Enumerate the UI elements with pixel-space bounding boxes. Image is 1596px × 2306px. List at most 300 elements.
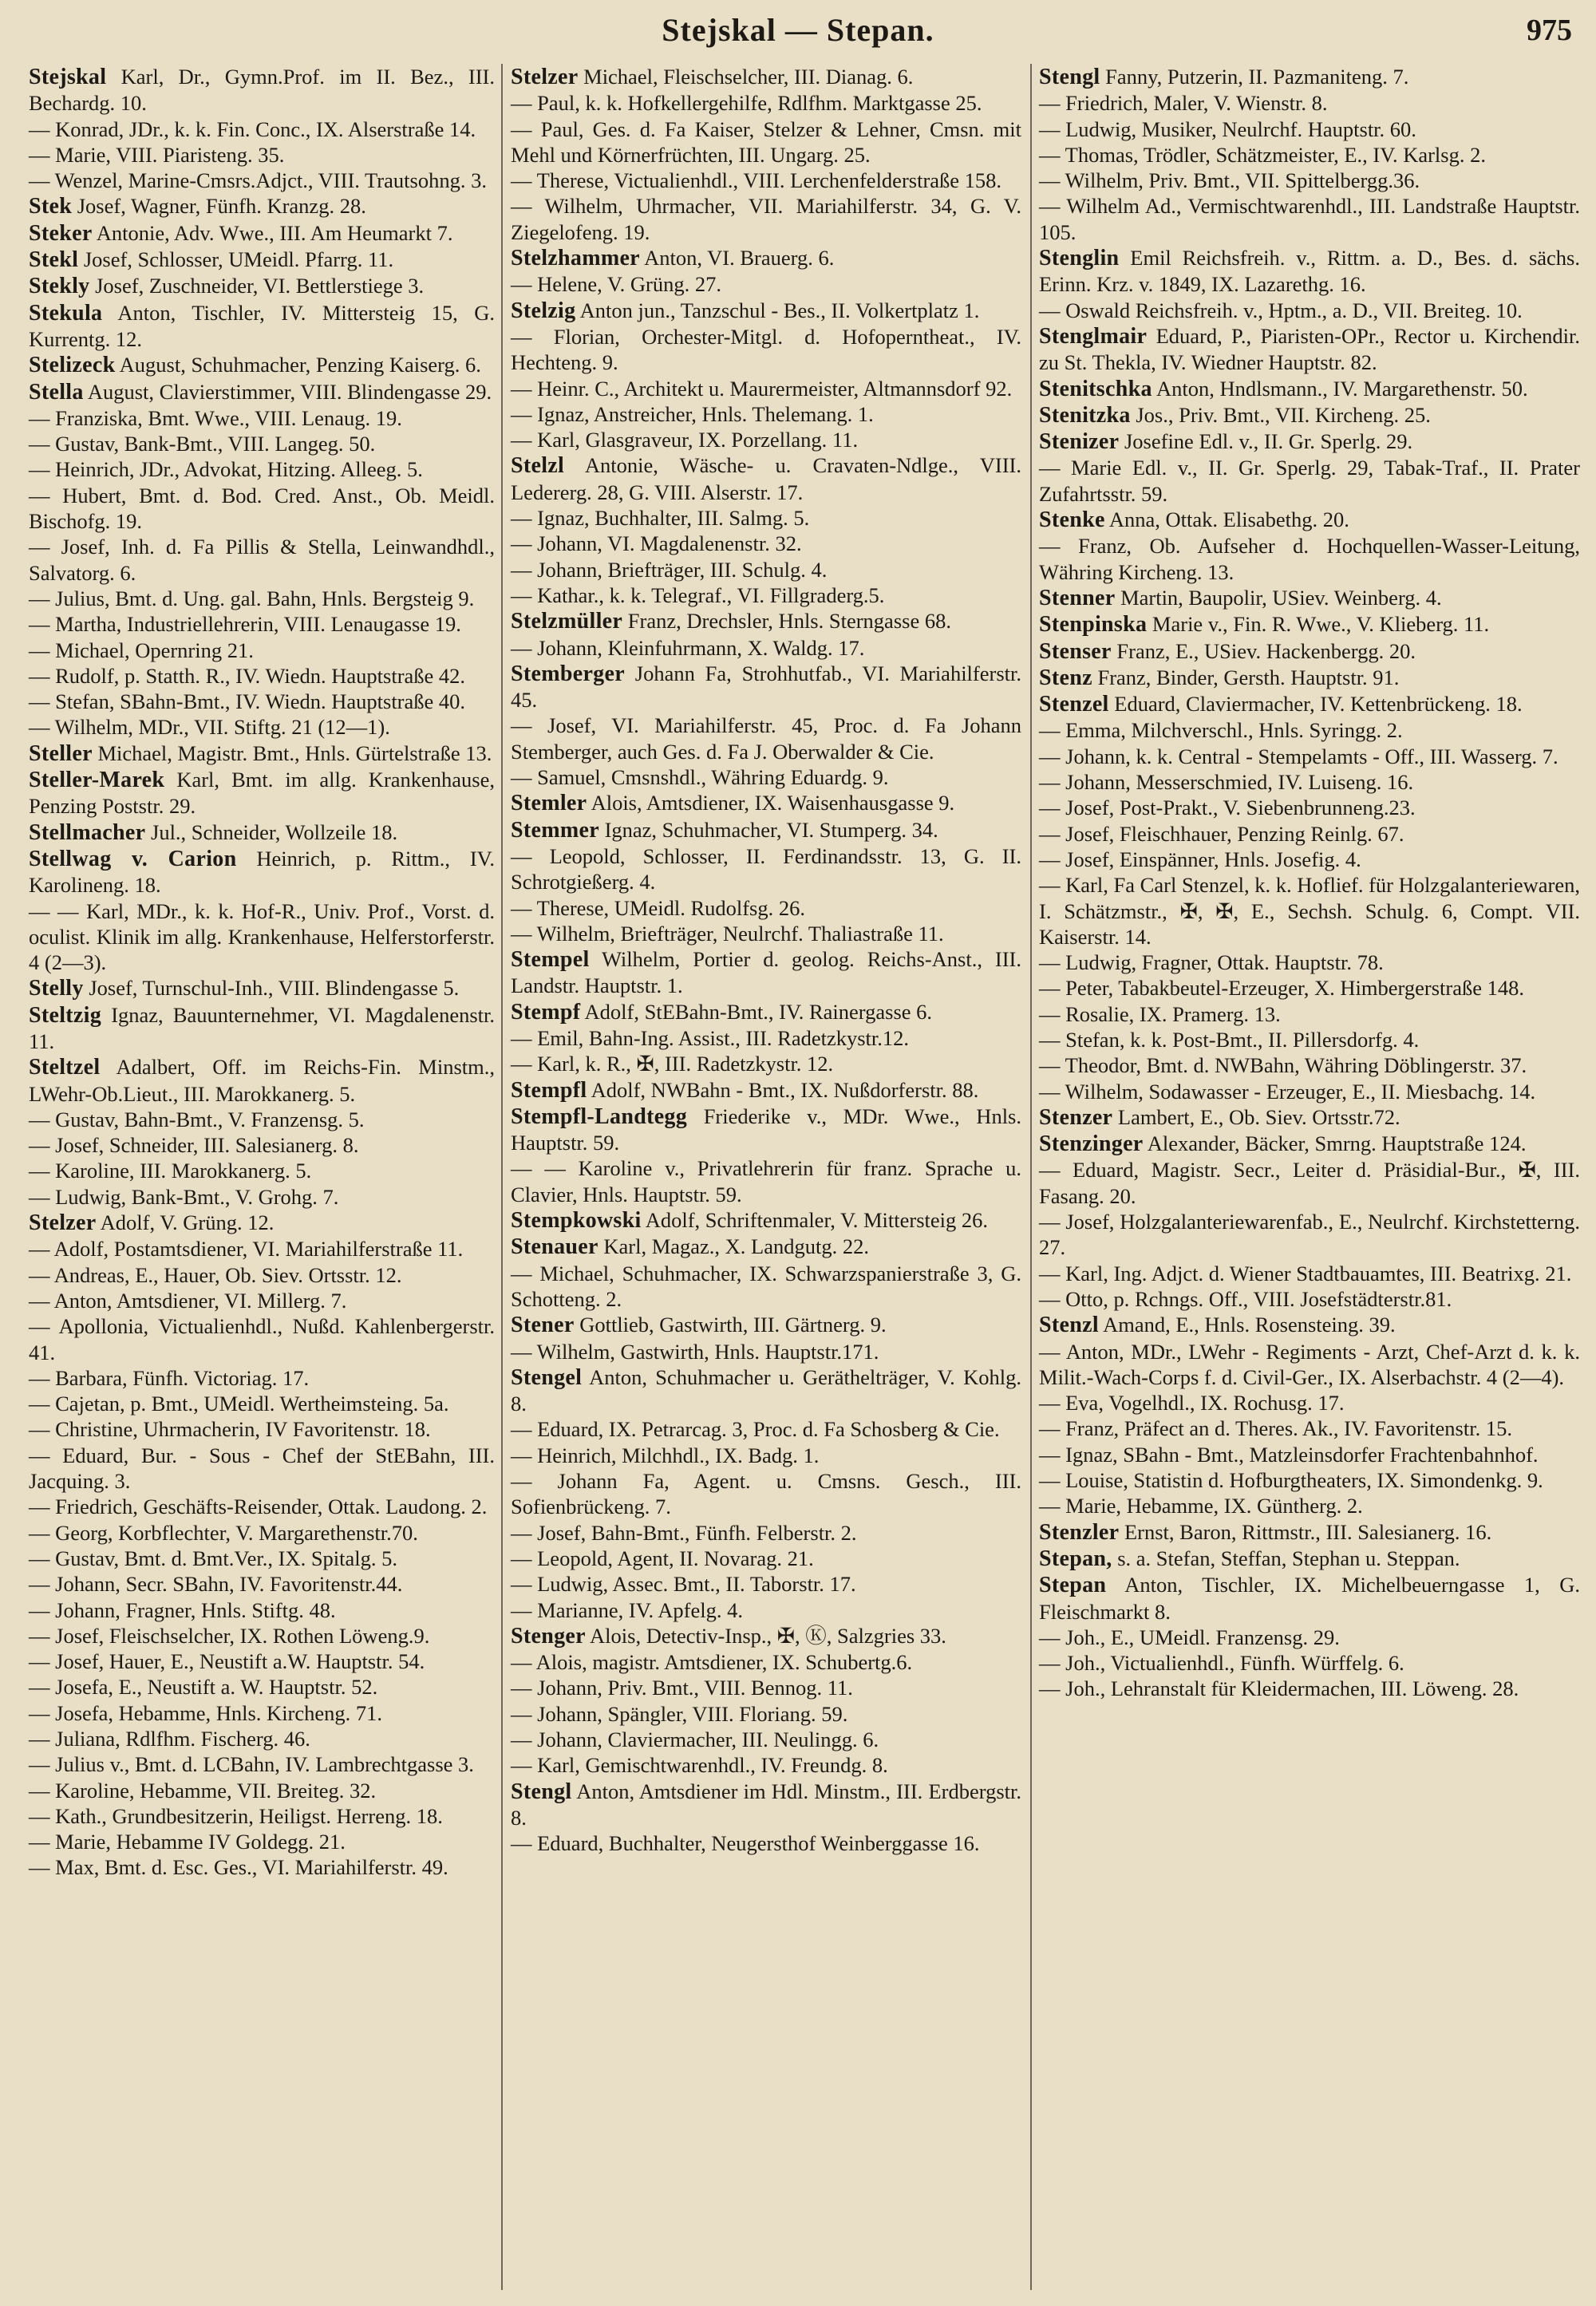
directory-entry	[29, 1210, 495, 1236]
entry-details: — Johann Fa, Agent. u. Cmsns. Gesch., III. Sofienbrückeng. 7.	[511, 1469, 1021, 1519]
entry-details: — Wilhelm, Gastwirth, Hnls. Hauptstr.171.	[511, 1339, 879, 1364]
entry-details: — Heinrich, JDr., Advokat, Hitzing. Alleeg. 5.	[29, 457, 423, 482]
entry-surname: Stelzer	[511, 65, 579, 89]
directory-entry	[29, 663, 495, 689]
entry-details: — Karoline, III. Marokkanerg. 5.	[29, 1159, 312, 1183]
directory-entry	[511, 817, 1021, 843]
entry-details: — Friedrich, Geschäfts-Reisender, Ottak. Laudong. 2.	[29, 1495, 488, 1519]
entry-details: — Wilhelm, Priv. Bmt., VII. Spittelbergg.36.	[1039, 168, 1420, 193]
directory-entry	[1039, 950, 1580, 975]
entry-details: Alois, Amtsdiener, IX. Waisenhausgasse 9.	[591, 791, 955, 815]
directory-entry	[511, 999, 1021, 1025]
directory-entry	[29, 483, 495, 535]
entry-details: — Adolf, Postamtsdiener, VI. Mariahilferstraße 11.	[29, 1237, 464, 1262]
directory-entry	[511, 1701, 1021, 1727]
directory-entry	[1039, 1339, 1580, 1391]
directory-entry	[1039, 533, 1580, 585]
directory-entry	[1039, 1079, 1580, 1104]
entry-surname: Stempfl-Landtegg	[511, 1104, 688, 1129]
entry-surname: Stenzler	[1039, 1519, 1120, 1545]
entry-surname: Stenzel	[1039, 692, 1109, 717]
directory-entry	[29, 1262, 495, 1288]
entry-details: — Eduard, Magistr. Secr., Leiter d. Präsidial-Bur., ✠, III. Fasang. 20.	[1039, 1158, 1580, 1208]
entry-surname: Stellwag v. Carion	[29, 846, 237, 871]
directory-entry	[511, 1025, 1021, 1051]
directory-entry	[1039, 611, 1580, 638]
directory-entry	[511, 168, 1021, 193]
directory-entry	[1039, 717, 1580, 743]
directory-entry	[29, 1443, 495, 1495]
directory-entry	[511, 843, 1021, 895]
directory-entry	[1039, 1650, 1580, 1676]
directory-entry	[1039, 507, 1580, 533]
directory-entry	[29, 431, 495, 456]
directory-entry	[511, 245, 1021, 271]
entry-surname: Stemmer	[511, 817, 599, 843]
directory-entry	[511, 921, 1021, 946]
entry-details: — Kath., Grundbesitzerin, Heiligst. Herreng. 18.	[29, 1803, 443, 1828]
entry-details: — Franz, Präfect an d. Theres. Ak., IV. Favoritenstr. 15.	[1039, 1416, 1512, 1441]
entry-details: — Friedrich, Maler, V. Wienstr. 8.	[1039, 91, 1328, 116]
directory-entry	[1039, 1209, 1580, 1261]
entry-details: Jos., Priv. Bmt., VII. Kircheng. 25.	[1136, 402, 1431, 427]
entry-details: — Ludwig, Assec. Bmt., II. Taborstr. 17.	[511, 1572, 856, 1597]
entry-details: — Karl, Fa Carl Stenzel, k. k. Hoflief. für Holzgalanteriewaren, I. Schätzmstr., ✠, ✠, E., Sechsh. Schulg. 6, Compt. VII. Kaiserstr. 14.	[1039, 873, 1580, 949]
entry-details: — Joh., E., UMeidl. Franzensg. 29.	[1039, 1625, 1340, 1649]
directory-entry	[511, 193, 1021, 245]
directory-entry	[511, 557, 1021, 582]
entry-details: — Ludwig, Bank-Bmt., V. Grohg. 7.	[29, 1184, 339, 1209]
entry-details: Josef, Schlosser, UMeidl. Pfarrg. 11.	[83, 247, 394, 272]
entry-details: Ignaz, Bauunternehmer, VI. Magdalenenstr. 11.	[29, 1002, 495, 1053]
entry-surname: Stekl	[29, 247, 79, 273]
entry-surname: Stenner	[1039, 585, 1116, 610]
directory-entry	[511, 271, 1021, 297]
entry-details: — Cajetan, p. Bmt., UMeidl. Wertheimsteing. 5a.	[29, 1392, 449, 1416]
entry-details: — Rudolf, p. Statth. R., IV. Wiedn. Hauptstraße 42.	[29, 663, 466, 688]
entry-surname: Stengel	[511, 1364, 583, 1390]
directory-entry	[1039, 1261, 1580, 1286]
directory-entry	[1039, 1312, 1580, 1338]
entry-surname: Stelizeck	[29, 353, 116, 378]
entry-surname: Stener	[511, 1313, 575, 1338]
entry-details: — Johann, Secr. SBahn, IV. Favoritenstr.44.	[29, 1572, 403, 1597]
entry-details: — Samuel, Cmsnshdl., Währing Eduardg. 9.	[511, 765, 889, 790]
entry-surname: Steller-Marek	[29, 768, 165, 793]
entry-details: — Josef, VI. Mariahilferstr. 45, Proc. d. Fa Johann Stemberger, auch Ges. d. Fa J. Oberwalder & Cie.	[511, 713, 1021, 764]
entry-surname: Stella	[29, 379, 84, 405]
entry-details: — Theodor, Bmt. d. NWBahn, Währing Döblingerstr. 37.	[1039, 1053, 1527, 1078]
entry-details: — Eva, Vogelhdl., IX. Rochusg. 17.	[1039, 1391, 1345, 1416]
entry-details: Adolf, StEBahn-Bmt., IV. Rainergasse 6.	[584, 999, 933, 1024]
entry-surname: Stenger	[511, 1623, 586, 1649]
directory-entry	[29, 142, 495, 168]
entry-details: — Johann, Messerschmied, IV. Luiseng. 16.	[1039, 770, 1414, 795]
directory-entry	[29, 300, 495, 353]
entry-details: — Josefa, Hebamme, Hnls. Kircheng. 71.	[29, 1700, 383, 1725]
entry-details: — Josefa, E., Neustift a. W. Hauptstr. 52.	[29, 1675, 378, 1700]
entry-details: Josef, Wagner, Fünfh. Kranzg. 28.	[77, 194, 366, 219]
entry-details: Eduard, Claviermacher, IV. Kettenbrückeng. 18.	[1114, 692, 1523, 717]
entry-surname: Stellmacher	[29, 819, 146, 845]
entry-details: — Max, Bmt. d. Esc. Ges., VI. Mariahilferstr. 49.	[29, 1855, 448, 1880]
entry-surname: Stenauer	[511, 1234, 598, 1260]
entry-surname: Stepan,	[1039, 1546, 1112, 1571]
entry-details: — Johann, Priv. Bmt., VIII. Bennog. 11.	[511, 1676, 853, 1700]
directory-entry	[1039, 1416, 1580, 1441]
directory-entry	[1039, 142, 1580, 168]
directory-entry	[1039, 376, 1580, 402]
entry-details: Antonie, Adv. Wwe., III. Am Heumarkt 7.	[96, 220, 453, 245]
entry-details: — Johann, Fragner, Hnls. Stiftg. 48.	[29, 1597, 336, 1622]
entry-details: Amand, E., Hnls. Rosensteing. 39.	[1103, 1313, 1396, 1337]
directory-entry	[29, 116, 495, 142]
directory-entry	[1039, 298, 1580, 323]
entry-details: Josefine Edl. v., II. Gr. Sperlg. 29.	[1124, 429, 1413, 454]
directory-entry	[29, 168, 495, 193]
entry-details: — Josef, Post-Prakt., V. Siebenbrunneng.23.	[1039, 796, 1416, 820]
entry-details: — Stefan, SBahn-Bmt., IV. Wiedn. Hauptstraße 40.	[29, 689, 466, 714]
directory-entry	[511, 505, 1021, 531]
column-divider	[501, 64, 503, 2290]
directory-entry	[29, 405, 495, 431]
directory-entry	[29, 1623, 495, 1649]
entry-details: — Josef, Fleischselcher, IX. Rothen Löweng.9.	[29, 1623, 430, 1648]
directory-entry	[511, 1261, 1021, 1313]
entry-details: — Eduard, IX. Petrarcag. 3, Proc. d. Fa Schosberg & Cie.	[511, 1417, 1000, 1442]
directory-entry	[29, 1700, 495, 1726]
entry-details: — Hubert, Bmt. d. Bod. Cred. Anst., Ob. Meidl. Bischofg. 19.	[29, 483, 495, 534]
entry-surname: Stempkowski	[511, 1208, 642, 1234]
entry-surname: Stengl	[1039, 65, 1100, 89]
directory-entry	[1039, 638, 1580, 665]
directory-entry	[511, 1779, 1021, 1831]
entry-details: — Karl, Ing. Adjct. d. Wiener Stadtbauamtes, III. Beatrixg. 21.	[1039, 1261, 1572, 1285]
directory-entry	[1039, 168, 1580, 193]
entry-details: — Josef, Inh. d. Fa Pillis & Stella, Leinwandhdl., Salvatorg. 6.	[29, 535, 495, 585]
entry-details: — Paul, k. k. Hofkellergehilfe, Rdlfhm. Marktgasse 25.	[511, 91, 982, 116]
entry-details: — Johann, Kleinfuhrmann, X. Waldg. 17.	[511, 635, 865, 660]
directory-entry	[1039, 872, 1580, 950]
entry-details: Adolf, V. Grüng. 12.	[100, 1210, 275, 1235]
entry-details: — Martha, Industriellehrerin, VIII. Lenaugasse 19.	[29, 612, 461, 637]
directory-entry	[1039, 1001, 1580, 1027]
directory-entry	[29, 1158, 495, 1183]
directory-entry	[29, 379, 495, 405]
directory-entry	[511, 1416, 1021, 1442]
directory-entry	[1039, 769, 1580, 795]
entry-details: — Wilhelm Ad., Vermischtwarenhdl., III. Landstraße Hauptstr. 105.	[1039, 194, 1580, 244]
entry-details: Alexander, Bäcker, Smrng. Hauptstraße 124.	[1147, 1131, 1527, 1156]
directory-entry	[511, 1155, 1021, 1207]
column-divider	[1030, 64, 1032, 2290]
entry-details: — — Karoline v., Privatlehrerin für franz. Sprache u. Clavier, Hnls. Hauptstr. 59.	[511, 1156, 1021, 1206]
entry-details: Friederike v., MDr. Wwe., Hnls. Hauptstr. 59.	[511, 1104, 1021, 1155]
directory-entry	[1039, 245, 1580, 298]
directory-entry	[511, 1077, 1021, 1104]
directory-entry	[511, 608, 1021, 634]
directory-entry	[1039, 1625, 1580, 1650]
entry-details: — Josef, Holzgalanteriewarenfab., E., Neulrchf. Kirchstetterng. 27.	[1039, 1210, 1580, 1260]
entry-details: Michael, Fleischselcher, III. Dianag. 6.	[583, 65, 914, 89]
directory-column-2	[511, 64, 1021, 1856]
directory-entry	[1039, 847, 1580, 872]
entry-details: Anton, Tischler, IX. Michelbeuerngasse 1, G. Fleischmarkt 8.	[1039, 1573, 1580, 1624]
directory-entry	[29, 1107, 495, 1132]
directory-entry	[511, 401, 1021, 427]
directory-entry	[511, 713, 1021, 764]
entry-details: — Karl, Gemischtwarenhdl., IV. Freundg. 8.	[511, 1753, 888, 1778]
directory-entry	[511, 895, 1021, 921]
directory-entry	[511, 1649, 1021, 1675]
directory-entry	[511, 635, 1021, 661]
directory-entry	[511, 1364, 1021, 1417]
directory-entry	[29, 1494, 495, 1519]
directory-entry	[1039, 64, 1580, 90]
directory-entry	[511, 946, 1021, 999]
directory-entry	[1039, 1546, 1580, 1572]
directory-entry	[511, 1546, 1021, 1571]
entry-details: August, Schuhmacher, Penzing Kaiserg. 6.	[119, 353, 481, 377]
entry-details: — Helene, V. Grüng. 27.	[511, 272, 721, 297]
directory-entry	[29, 1288, 495, 1313]
entry-details: Anton jun., Tanzschul - Bes., II. Volkertplatz 1.	[579, 298, 980, 322]
entry-surname: Stekula	[29, 300, 103, 326]
entry-details: — Gustav, Bank-Bmt., VIII. Langeg. 50.	[29, 432, 376, 456]
directory-entry	[29, 534, 495, 586]
entry-details: Anton, Amtsdiener im Hdl. Minstm., III. Erdbergstr. 8.	[511, 1779, 1021, 1830]
directory-entry	[29, 1054, 495, 1107]
directory-column-1	[29, 64, 495, 1881]
entry-details: Heinrich, p. Rittm., IV. Karolineng. 18.	[29, 846, 496, 898]
directory-entry	[1039, 323, 1580, 376]
entry-details: — Julius, Bmt. d. Ung. gal. Bahn, Hnls. Bergsteig 9.	[29, 586, 475, 610]
entry-details: — Leopold, Schlosser, II. Ferdinandsstr. 13, G. II. Schrotgießerg. 4.	[511, 843, 1021, 894]
entry-details: Johann Fa, Strohhutfab., VI. Mariahilferstr. 45.	[511, 661, 1021, 713]
entry-details: — Gustav, Bmt. d. Bmt.Ver., IX. Spitalg. 5.	[29, 1546, 398, 1570]
directory-entry	[1039, 1493, 1580, 1518]
entry-details: — — Karl, MDr., k. k. Hof-R., Univ. Prof., Vorst. d. oculist. Klinik im allg. Krankenhause, Helferstorferstr. 4 (2—3).	[29, 898, 495, 975]
entry-details: — Franz, Ob. Aufseher d. Hochquellen-Wasser-Leitung, Währing Kircheng. 13.	[1039, 534, 1580, 584]
directory-entry	[29, 352, 495, 378]
entry-details: — Therese, Victualienhdl., VIII. Lerchenfelderstraße 158.	[511, 168, 1002, 193]
directory-entry	[29, 1751, 495, 1777]
directory-entry	[29, 1416, 495, 1442]
directory-entry	[29, 1778, 495, 1803]
directory-entry	[511, 1443, 1021, 1468]
entry-surname: Stenitzka	[1039, 402, 1131, 428]
entry-details: — Rosalie, IX. Pramerg. 13.	[1039, 1001, 1281, 1026]
directory-entry	[29, 1726, 495, 1751]
directory-entry	[29, 1649, 495, 1674]
entry-details: — Josef, Schneider, III. Salesianerg. 8.	[29, 1133, 359, 1158]
directory-entry	[29, 273, 495, 299]
entry-details: — Ludwig, Fragner, Ottak. Hauptstr. 78.	[1039, 950, 1384, 975]
directory-entry	[511, 64, 1021, 90]
entry-details: — Julius v., Bmt. d. LCBahn, IV. Lambrechtgasse 3.	[29, 1752, 474, 1777]
directory-entry	[29, 819, 495, 846]
entry-surname: Stepan	[1039, 1573, 1107, 1598]
directory-entry	[1039, 90, 1580, 116]
entry-details: — Josef, Bahn-Bmt., Fünfh. Felberstr. 2.	[511, 1520, 857, 1545]
directory-entry	[1039, 193, 1580, 245]
entry-details: — Peter, Tabakbeutel-Erzeuger, X. Himbergerstraße 148.	[1039, 976, 1524, 1001]
directory-entry	[1039, 1442, 1580, 1467]
directory-entry	[511, 90, 1021, 116]
entry-surname: Stelly	[29, 976, 84, 1001]
directory-entry	[511, 1468, 1021, 1520]
entry-details: — Anton, Amtsdiener, VI. Millerg. 7.	[29, 1288, 347, 1313]
entry-surname: Stemberger	[511, 661, 625, 686]
directory-entry	[1039, 1467, 1580, 1493]
entry-details: Anton, Schuhmacher u. Geräthelträger, V. Kohlg. 8.	[511, 1364, 1021, 1416]
directory-entry	[1039, 744, 1580, 769]
entry-details: Wilhelm, Portier d. geolog. Reichs-Anst., III. Landstr. Hauptstr. 1.	[511, 947, 1021, 998]
entry-details: Josef, Turnschul-Inh., VIII. Blindengasse 5.	[89, 976, 460, 1001]
entry-surname: Stejskal	[29, 65, 107, 89]
entry-surname: Stengl	[511, 1779, 572, 1804]
entry-details: Anton, Hndlsmann., IV. Margarethenstr. 50.	[1156, 376, 1528, 401]
directory-entry	[511, 1597, 1021, 1623]
entry-surname: Stenglin	[1039, 246, 1120, 271]
entry-details: Emil Reichsfreih. v., Rittm. a. D., Bes. d. sächs. Erinn. Krz. v. 1849, IX. Lazarethg. 16.	[1039, 246, 1580, 297]
entry-details: — Alois, magistr. Amtsdiener, IX. Schubertg.6.	[511, 1650, 913, 1675]
entry-surname: Stenser	[1039, 638, 1112, 664]
entry-details: — Thomas, Trödler, Schätzmeister, E., IV. Karlsg. 2.	[1039, 142, 1486, 167]
entry-details: — Oswald Reichsfreih. v., Hptm., a. D., VII. Breiteg. 10.	[1039, 298, 1523, 322]
directory-entry	[511, 116, 1021, 168]
directory-entry	[29, 586, 495, 611]
directory-entry	[29, 1854, 495, 1880]
entry-details: Jul., Schneider, Wollzeile 18.	[151, 819, 398, 844]
directory-entry	[1039, 1390, 1580, 1416]
directory-entry	[1039, 1519, 1580, 1546]
entry-details: Martin, Baupolir, USiev. Weinberg. 4.	[1120, 585, 1442, 610]
directory-entry	[511, 1623, 1021, 1649]
directory-entry	[29, 220, 495, 247]
entry-surname: Stelzig	[511, 298, 576, 323]
entry-details: — Michael, Schuhmacher, IX. Schwarzspanierstraße 3, G. Schotteng. 2.	[511, 1261, 1021, 1311]
directory-entry	[29, 1597, 495, 1623]
entry-details: Adolf, Schriftenmaler, V. Mittersteig 26.	[645, 1208, 988, 1233]
entry-details: — Ignaz, Anstreicher, Hnls. Thelemang. 1.	[511, 401, 874, 426]
entry-details: — Barbara, Fünfh. Victoriag. 17.	[29, 1365, 310, 1390]
directory-entry	[1039, 1104, 1580, 1131]
entry-details: Karl, Bmt. im allg. Krankenhause, Penzing Poststr. 29.	[29, 768, 496, 819]
directory-entry	[511, 1207, 1021, 1234]
entry-details: — Gustav, Bahn-Bmt., V. Franzensg. 5.	[29, 1107, 365, 1131]
directory-entry	[1039, 1157, 1580, 1209]
directory-entry	[511, 531, 1021, 556]
entry-details: Adalbert, Off. im Reichs-Fin. Minstm., LWehr-Ob.Lieut., III. Marokkanerg. 5.	[29, 1055, 495, 1106]
directory-entry	[29, 1132, 495, 1158]
entry-details: Marie v., Fin. R. Wwe., V. Klieberg. 11.	[1152, 612, 1490, 637]
entry-details: — Stefan, k. k. Post-Bmt., II. Pillersdorfg. 4.	[1039, 1027, 1420, 1052]
entry-details: — Johann, k. k. Central - Stempelamts - Off., III. Wasserg. 7.	[1039, 744, 1558, 768]
entry-surname: Stempel	[511, 947, 590, 973]
entry-details: — Karl, k. R., ✠, III. Radetzkystr. 12.	[511, 1052, 834, 1076]
entry-details: Anton, VI. Brauerg. 6.	[644, 246, 835, 270]
entry-surname: Stemler	[511, 791, 587, 816]
entry-details: — Joh., Victualienhdl., Fünfh. Würffelg. 6.	[1039, 1651, 1404, 1676]
directory-entry	[29, 193, 495, 219]
entry-details: — Marie, Hebamme, IX. Güntherg. 2.	[1039, 1494, 1363, 1518]
entry-surname: Stenpinska	[1039, 612, 1148, 638]
directory-entry	[1039, 455, 1580, 507]
entry-details: — Michael, Opernring 21.	[29, 638, 254, 662]
entry-details: August, Clavierstimmer, VIII. Blindengasse 29.	[87, 379, 492, 404]
entry-details: Ignaz, Schuhmacher, VI. Stumperg. 34.	[604, 817, 938, 842]
entry-details: — Wilhelm, Sodawasser - Erzeuger, E., II. Miesbachg. 14.	[1039, 1079, 1536, 1104]
entry-details: — Christine, Uhrmacherin, IV Favoritenstr. 18.	[29, 1417, 431, 1442]
entry-details: s. a. Stefan, Steffan, Stephan u. Steppan.	[1117, 1546, 1460, 1570]
directory-entry	[511, 1234, 1021, 1260]
entry-details: Eduard, P., Piaristen-OPr., Rector u. Kirchendir. zu St. Thekla, IV. Wiedner Hauptstr. 82.	[1039, 323, 1580, 375]
directory-entry	[1039, 1027, 1580, 1052]
directory-entry	[1039, 691, 1580, 717]
directory-entry	[511, 661, 1021, 713]
directory-entry	[511, 427, 1021, 452]
entry-details: — Joh., Lehranstalt für Kleidermachen, III. Löweng. 28.	[1039, 1676, 1519, 1701]
entry-details: — Franziska, Bmt. Wwe., VIII. Lenaug. 19.	[29, 405, 402, 430]
entry-surname: Stek	[29, 194, 73, 219]
directory-entry	[29, 247, 495, 273]
entry-details: — Louise, Statistin d. Hofburgtheaters, IX. Simondenkg. 9.	[1039, 1468, 1543, 1493]
entry-details: Fanny, Putzerin, II. Pazmaniteng. 7.	[1105, 65, 1409, 89]
page-number: 975	[1527, 14, 1572, 47]
directory-entry	[1039, 665, 1580, 691]
entry-surname: Stenglmair	[1039, 323, 1148, 349]
directory-entry	[29, 846, 495, 898]
entry-surname: Stempfl	[511, 1077, 587, 1103]
entry-details: — Wilhelm, MDr., VII. Stiftg. 21 (12—1).	[29, 715, 390, 740]
entry-details: Franz, Drechsler, Hnls. Sterngasse 68.	[627, 609, 951, 634]
directory-entry	[1039, 795, 1580, 820]
entry-details: — Wilhelm, Uhrmacher, VII. Mariahilferstr. 34, G. V. Ziegelofeng. 19.	[511, 194, 1021, 244]
directory-entry	[29, 975, 495, 1001]
directory-entry	[29, 1313, 495, 1365]
entry-details: — Josef, Hauer, E., Neustift a.W. Hauptstr. 54.	[29, 1649, 425, 1674]
directory-entry	[511, 324, 1021, 376]
entry-details: — Josef, Einspänner, Hnls. Josefig. 4.	[1039, 847, 1361, 871]
entry-details: — Ludwig, Musiker, Neulrchf. Hauptstr. 60.	[1039, 116, 1416, 141]
entry-details: — Josef, Fleischhauer, Penzing Reinlg. 67.	[1039, 821, 1404, 846]
entry-details: — Anton, MDr., LWehr - Regiments - Arzt, Chef-Arzt d. k. k. Milit.-Wach-Corps f. d. Civil-Ger., IX. Alserbachstr. 4 (2—4).	[1039, 1339, 1580, 1389]
entry-details: — Emma, Milchverschl., Hnls. Syringg. 2.	[1039, 718, 1403, 743]
directory-entry	[29, 1391, 495, 1416]
directory-entry	[511, 1051, 1021, 1076]
directory-entry	[511, 1727, 1021, 1752]
entry-surname: Steltzel	[29, 1055, 101, 1080]
entry-surname: Stenz	[1039, 665, 1092, 690]
directory-entry	[1039, 1572, 1580, 1625]
entry-details: Antonie, Wäsche- u. Cravaten-Ndlge., VIII. Ledererg. 28, G. VIII. Alserstr. 17.	[511, 453, 1021, 504]
entry-details: Lambert, E., Ob. Siev. Ortsstr.72.	[1117, 1104, 1400, 1129]
directory-entry	[29, 740, 495, 767]
page-header	[0, 6, 1596, 54]
directory-entry	[29, 1674, 495, 1700]
entry-surname: Stempf	[511, 999, 581, 1025]
entry-details: — Marie, VIII. Piaristeng. 35.	[29, 142, 285, 167]
entry-details: — Juliana, Rdlfhm. Fischerg. 46.	[29, 1727, 310, 1751]
entry-details: — Ignaz, SBahn - Bmt., Matzleinsdorfer Frachtenbahnhof.	[1039, 1442, 1539, 1467]
directory-entry	[29, 1002, 495, 1055]
entry-surname: Stenitschka	[1039, 376, 1152, 401]
entry-surname: Stelzmüller	[511, 609, 623, 634]
running-title: Stejskal — Stepan.	[662, 12, 934, 48]
directory-entry	[29, 689, 495, 714]
entry-surname: Stenke	[1039, 507, 1105, 533]
